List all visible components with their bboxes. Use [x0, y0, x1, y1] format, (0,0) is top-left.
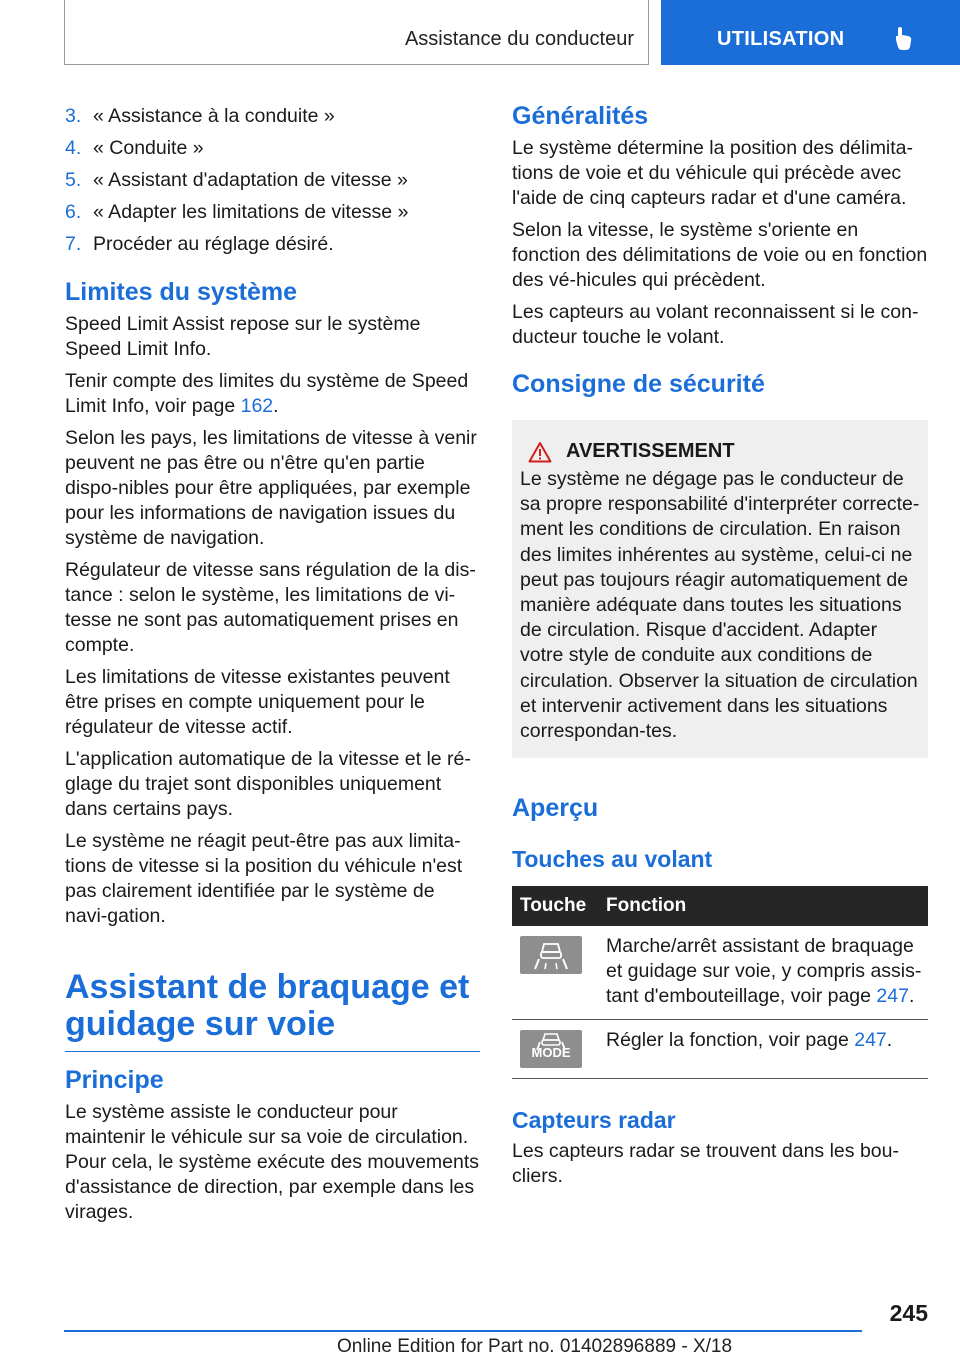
- list-item: 3. « Assistance à la conduite »: [65, 105, 335, 127]
- warning-box: [512, 420, 928, 758]
- lane-assist-button-image: [520, 936, 582, 974]
- section-title: Assistance du conducteur: [404, 28, 634, 50]
- general-heading: Généralités: [512, 102, 649, 130]
- safety-heading: Consigne de sécurité: [512, 370, 765, 398]
- chapter-heading: Assistant de braquage et guidage sur voie: [65, 969, 480, 1052]
- list-item: 7. Procéder au réglage désiré.: [65, 233, 334, 255]
- paragraph: L'application automatique de la vitesse et le ré-glage du trajet sont disponibles uniquement dans certains pays.: [65, 748, 471, 820]
- section-title-box: [64, 0, 649, 65]
- table-row: MODE Régler la fonction, voir page 247.: [512, 1020, 928, 1079]
- table-header: Fonction: [598, 886, 928, 926]
- left-column: [65, 100, 480, 1232]
- edition-text: Online Edition for Part no. 01402896889 - X/18: [337, 1336, 733, 1357]
- buttons-heading: Touches au volant: [512, 846, 713, 873]
- list-item: 6. « Adapter les limitations de vitesse »: [65, 201, 409, 223]
- warning-text: Le système ne dégage pas le conducteur de sa propre responsabilité d'interpréter correcte-ment les conditions de circulation. En raison des limites inhérentes au système, celui-ci ne peut pas toujours réagir automatiquement de manière adéquate dans toutes les situations de circulation. Risque d'accident. Adapter votre style de conduite aux conditions de circulation. Observer la situation de circulation et intervenir activement dans les situations correspondan-tes.: [520, 468, 920, 743]
- overview-heading: Aperçu: [512, 794, 599, 823]
- list-item: 4. « Conduite »: [65, 137, 204, 159]
- paragraph: Les limitations de vitesse existantes peuvent être prises en compte uniquement pour le régulateur de vitesse actif.: [65, 666, 450, 738]
- paragraph: Le système détermine la position des délimita-tions de voie et du véhicule qui précède avec l'aide de cinq capteurs radar et d'une caméra.: [512, 137, 914, 209]
- page-link[interactable]: 247: [854, 1029, 887, 1052]
- limits-heading: Limites du système: [65, 278, 298, 306]
- chapter-tab: [661, 0, 960, 65]
- buttons-table: [512, 886, 928, 1079]
- paragraph: Selon les pays, les limitations de vitesse à venir peuvent ne pas être ou n'être qu'en partie dispo-nibles pour être appliquées, par exemple pour les informations de navigation issues du système de navigation.: [65, 427, 477, 549]
- paragraph: Les capteurs au volant reconnaissent si le con-ducteur touche le volant.: [512, 301, 919, 348]
- page-number: 245: [889, 1300, 928, 1326]
- right-column: [512, 100, 928, 1196]
- page-link[interactable]: 247: [876, 985, 909, 1008]
- table-row: Marche/arrêt assistant de braquage et guidage sur voie, y compris assis-tant d'embouteillage, voir page 247.: [512, 926, 928, 1020]
- radar-heading: Capteurs radar: [512, 1107, 676, 1134]
- chapter-tab-label: UTILISATION: [717, 28, 845, 50]
- lane-assist-mode-button-image: [520, 1030, 582, 1068]
- page-header: [0, 0, 960, 66]
- principle-heading: Principe: [65, 1066, 164, 1094]
- paragraph: Le système assiste le conducteur pour maintenir le véhicule sur sa voie de circulation. Pour cela, le système exécute des mouvements d'assistance de direction, par exemple dans les virages.: [65, 1101, 480, 1223]
- paragraph: Régulateur de vitesse sans régulation de la dis-tance : selon le système, les limitations de vi-tesse ne sont pas automatiquement prises en compte.: [65, 559, 476, 656]
- paragraph: Speed Limit Assist repose sur le système Speed Limit Info.: [65, 313, 421, 360]
- mode-label: MODE: [531, 1045, 571, 1061]
- step-list: [65, 100, 480, 260]
- lane-assist-icon: [520, 936, 582, 974]
- footer-divider: [64, 1330, 862, 1332]
- warning-title: AVERTISSEMENT: [528, 440, 920, 463]
- list-item: 5. « Assistant d'adaptation de vitesse »: [65, 169, 408, 191]
- hand-pointer-icon: [893, 27, 915, 51]
- paragraph: Tenir compte des limites du système de Speed Limit Info, voir page 162.: [65, 370, 469, 417]
- table-header: Touche: [512, 886, 598, 926]
- warning-triangle-icon: [528, 441, 552, 463]
- paragraph: Le système ne réagit peut-être pas aux limita-tions de vitesse si la position du véhicule n'est pas clairement identifiée par le système de navi-gation.: [65, 830, 463, 927]
- paragraph: Selon la vitesse, le système s'oriente en fonction des délimitations de voie ou en fonction des vé-hicules qui précèdent.: [512, 219, 928, 291]
- page-link[interactable]: 162: [240, 395, 274, 417]
- paragraph: Les capteurs radar se trouvent dans les bou-cliers.: [512, 1140, 899, 1188]
